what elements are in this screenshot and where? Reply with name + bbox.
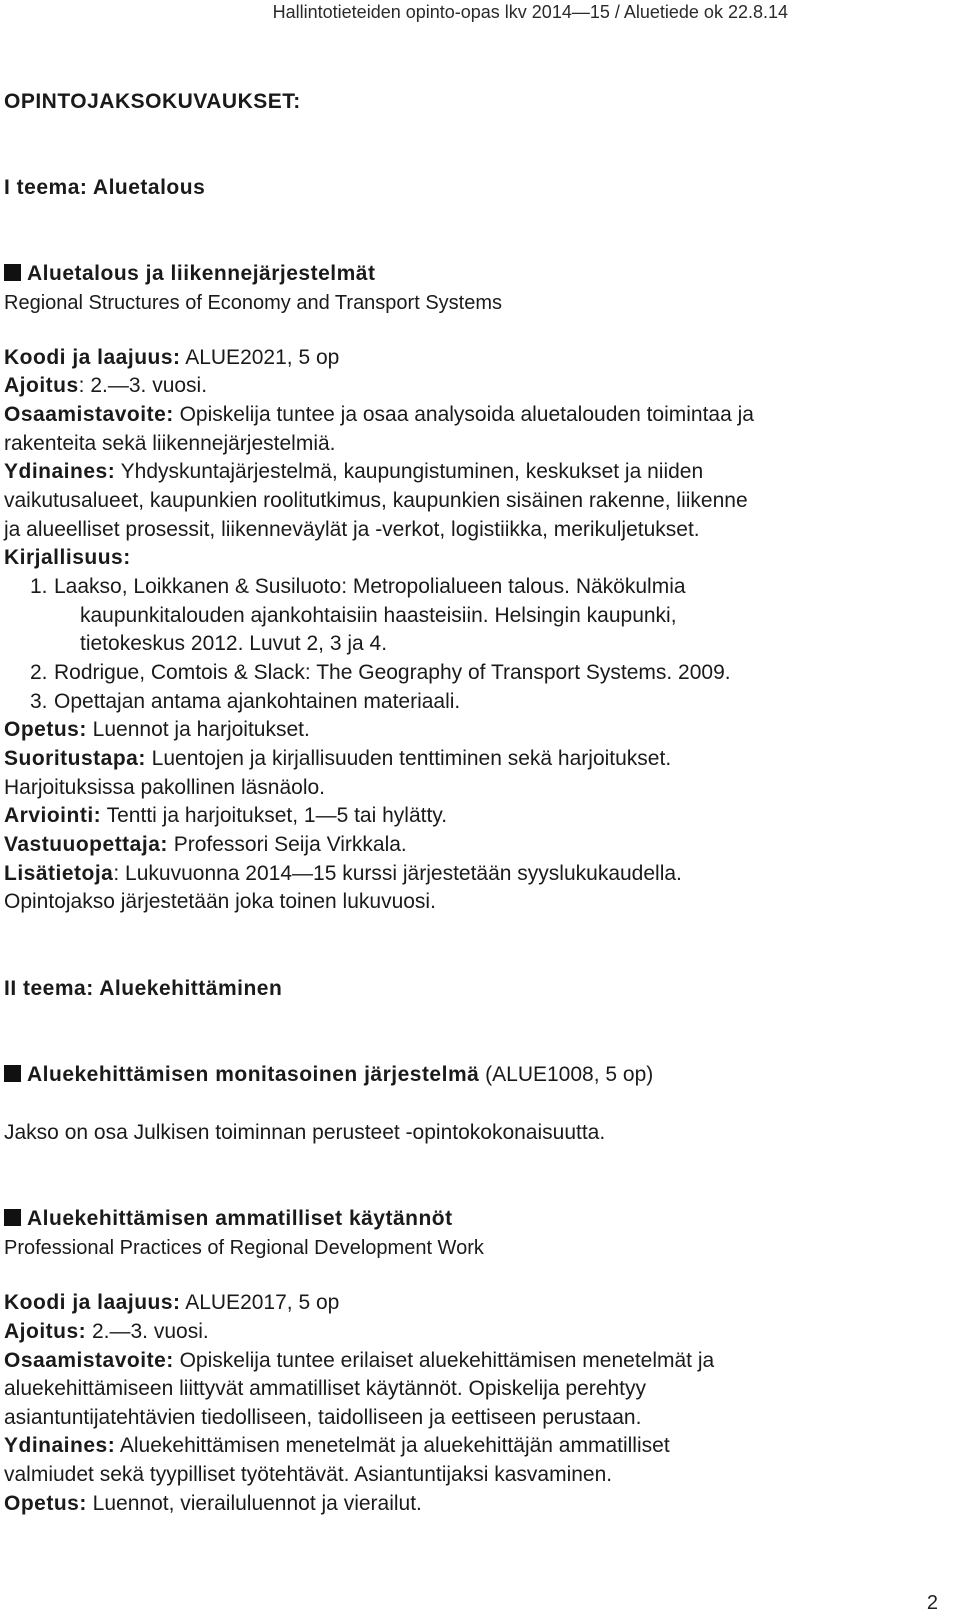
- info-label: Lisätietoja: [4, 862, 114, 885]
- goal-label: Osaamistavoite:: [4, 1349, 174, 1372]
- square-bullet-icon: [4, 1209, 21, 1226]
- list-number: 1.: [30, 575, 48, 598]
- theme2-title: II teema: Aluekehittäminen: [4, 977, 283, 1000]
- page-header: Hallintotieteiden opinto-opas lkv 2014—15 / Aluetiede ok 22.8.14: [272, 2, 788, 22]
- info-row: [4, 860, 682, 888]
- timing-row: [4, 372, 207, 400]
- goal-row: [4, 1347, 714, 1375]
- code-row: [4, 344, 339, 372]
- teacher-row: [4, 831, 407, 859]
- square-bullet-icon: [4, 264, 21, 281]
- course-title-aluetalous: [4, 260, 375, 288]
- literature-text-cont: kaupunkitalouden ajankohtaisiin haasteisiin. Helsingin kaupunki,: [80, 604, 677, 627]
- literature-text: Laakso, Loikkanen & Susiluoto: Metropolialueen talous. Näkökulmia: [54, 575, 686, 598]
- teacher-value: Professori Seija Virkkala.: [167, 833, 407, 856]
- completion-row: [4, 745, 671, 773]
- content-label: Ydinaines:: [4, 1434, 116, 1457]
- timing-value: 2.—3. vuosi.: [86, 1320, 209, 1343]
- teaching-value: Luennot, vierailuluennot ja vierailut.: [86, 1492, 422, 1515]
- code-row: [4, 1289, 339, 1317]
- course-title-text: Aluetalous ja liikennejärjestelmät: [27, 262, 376, 285]
- goal-row: [4, 401, 754, 429]
- literature-item: [4, 573, 686, 601]
- course-title-ammatilliset: [4, 1205, 453, 1233]
- code-label: Koodi ja laajuus:: [4, 346, 181, 369]
- grading-label: Arviointi:: [4, 804, 102, 827]
- literature-text: Opettajan antama ajankohtainen materiaali.: [54, 690, 461, 713]
- course-note: Jakso on osa Julkisen toiminnan perusteet -opintokokonaisuutta.: [4, 1121, 606, 1144]
- literature-text-cont: tietokeskus 2012. Luvut 2, 3 ja 4.: [80, 632, 388, 655]
- teaching-label: Opetus:: [4, 1492, 87, 1515]
- theme1-title: I teema: Aluetalous: [4, 176, 206, 199]
- square-bullet-icon: [4, 1065, 21, 1082]
- completion-value: Luentojen ja kirjallisuuden tenttiminen sekä harjoitukset.: [145, 747, 672, 770]
- content-text-cont: ja alueelliset prosessit, liikenneväylät ja -verkot, logistiikka, merikuljetukset.: [4, 518, 700, 541]
- content-row: [4, 1432, 670, 1460]
- teaching-label: Opetus:: [4, 718, 87, 741]
- code-value: ALUE2021, 5 op: [180, 346, 340, 369]
- content-text: Yhdyskuntajärjestelmä, kaupungistuminen, keskukset ja niiden: [115, 460, 704, 483]
- completion-label: Suoritustapa:: [4, 747, 146, 770]
- timing-value: : 2.—3. vuosi.: [78, 374, 208, 397]
- content-text: Aluekehittämisen menetelmät ja aluekehittäjän ammatilliset: [115, 1434, 670, 1457]
- section-title: OPINTOJAKSOKUVAUKSET:: [4, 90, 301, 113]
- code-label: Koodi ja laajuus:: [4, 1291, 181, 1314]
- completion-value-cont: Harjoituksissa pakollinen läsnäolo.: [4, 776, 326, 799]
- timing-label: Ajoitus:: [4, 1320, 87, 1343]
- goal-text-cont: aluekehittämiseen liittyvät ammatilliset käytännöt. Opiskelija perehtyy: [4, 1377, 646, 1400]
- goal-text: Opiskelija tuntee ja osaa analysoida aluetalouden toimintaa ja: [173, 403, 754, 426]
- goal-text-cont: asiantuntijatehtävien tiedolliseen, taidolliseen ja eettiseen perustaan.: [4, 1406, 642, 1429]
- content-label: Ydinaines:: [4, 460, 116, 483]
- info-value: : Lukuvuonna 2014—15 kurssi järjestetään syyslukukaudella.: [113, 862, 682, 885]
- content-text-cont: vaikutusalueet, kaupunkien roolitutkimus, kaupunkien sisäinen rakenne, liikenne: [4, 489, 748, 512]
- grading-value: Tentti ja harjoitukset, 1—5 tai hylätty.: [101, 804, 448, 827]
- info-value-cont: Opintojakso järjestetään joka toinen lukuvuosi.: [4, 890, 436, 913]
- goal-text-cont: rakenteita sekä liikennejärjestelmiä.: [4, 432, 336, 455]
- teaching-value: Luennot ja harjoitukset.: [86, 718, 310, 741]
- literature-item: [4, 659, 731, 687]
- teaching-row: [4, 716, 310, 744]
- literature-label: Kirjallisuus:: [4, 546, 131, 569]
- grading-row: [4, 802, 447, 830]
- teaching-row: [4, 1490, 422, 1518]
- content-row: [4, 458, 703, 486]
- list-number: 2.: [30, 661, 48, 684]
- course-title-monitasoinen: [4, 1061, 653, 1089]
- content-text-cont: valmiudet sekä tyypilliset työtehtävät. Asiantuntijaksi kasvaminen.: [4, 1463, 613, 1486]
- course-english-title: Professional Practices of Regional Development Work: [4, 1237, 484, 1259]
- goal-label: Osaamistavoite:: [4, 403, 174, 426]
- page-number: 2: [926, 1592, 938, 1614]
- teacher-label: Vastuuopettaja:: [4, 833, 168, 856]
- course-title-text: Aluekehittämisen ammatilliset käytännöt: [27, 1207, 453, 1230]
- course-code: (ALUE1008, 5 op): [479, 1063, 654, 1086]
- literature-text: Rodrigue, Comtois & Slack: The Geography of Transport Systems. 2009.: [54, 661, 731, 684]
- timing-label: Ajoitus: [4, 374, 79, 397]
- course-title-text: Aluekehittämisen monitasoinen järjestelmä: [27, 1063, 480, 1086]
- timing-row: [4, 1318, 209, 1346]
- code-value: ALUE2017, 5 op: [180, 1291, 340, 1314]
- literature-item: [4, 688, 460, 716]
- course-english-title: Regional Structures of Economy and Transport Systems: [4, 292, 503, 314]
- list-number: 3.: [30, 690, 48, 713]
- goal-text: Opiskelija tuntee erilaiset aluekehittämisen menetelmät ja: [173, 1349, 715, 1372]
